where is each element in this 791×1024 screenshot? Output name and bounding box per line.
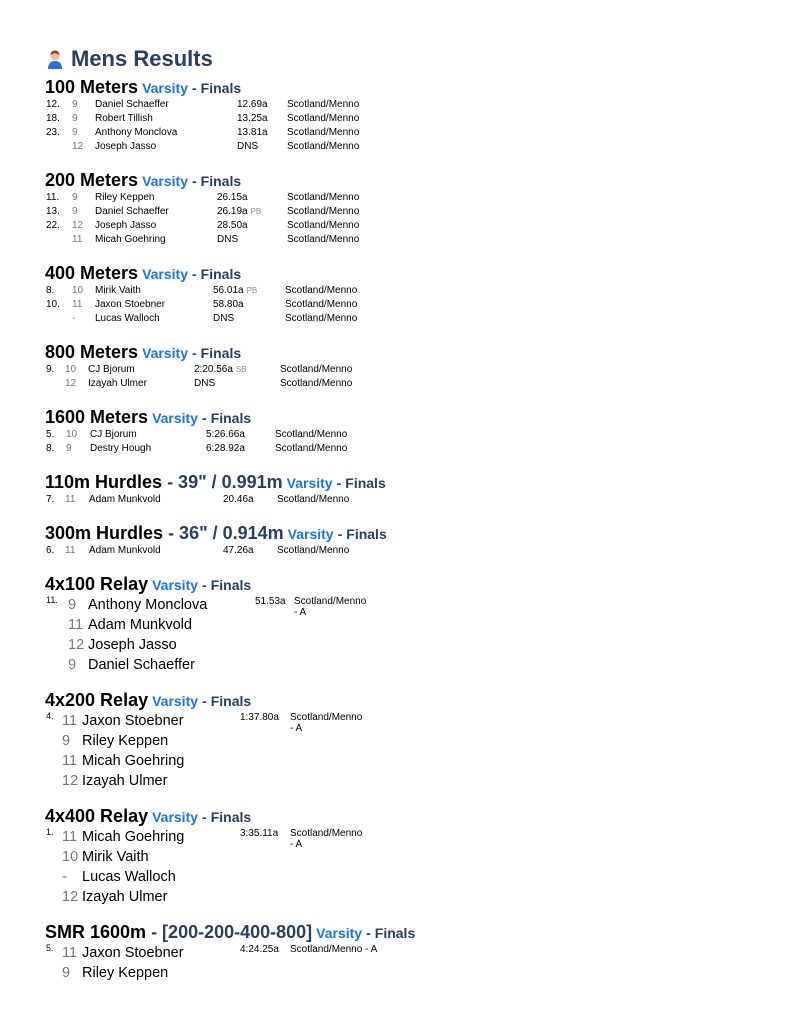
event-dash: - [366, 925, 371, 941]
relay-leg [45, 963, 415, 983]
leg-athlete[interactable]: Anthony Monclova [88, 597, 208, 613]
result-row [45, 205, 360, 219]
event-round: Finals [200, 266, 242, 282]
relay-leg [45, 827, 251, 847]
event-section [45, 406, 348, 456]
team-name[interactable]: Scotland/Menno [277, 545, 350, 556]
event-level-link[interactable]: Varsity [152, 577, 199, 593]
leg-grade: 9 [68, 597, 77, 613]
result-mark [223, 493, 254, 507]
mark-value: 20.46a [223, 494, 254, 505]
leg-athlete[interactable]: Daniel Schaeffer [88, 657, 195, 673]
athlete-grade: 9 [72, 192, 78, 203]
event-round: Finals [210, 410, 252, 426]
athlete-grade: 11 [72, 234, 83, 245]
user-icon [45, 49, 65, 69]
athlete-name[interactable]: CJ Bjorum [90, 429, 137, 440]
result-mark [237, 112, 268, 126]
result-row [45, 377, 353, 391]
event-section [45, 76, 360, 154]
athlete-name[interactable]: Joseph Jasso [95, 220, 157, 231]
event-level-link[interactable]: Varsity [142, 266, 188, 282]
result-place: 12. [46, 99, 60, 110]
mark-value: 13.25a [237, 113, 268, 124]
athlete-name[interactable]: Izayah Ulmer [88, 378, 147, 389]
athlete-grade: 9 [72, 113, 78, 124]
relay-mark: 51.53a [255, 596, 286, 607]
relay-mark: 1:37.80a [240, 712, 279, 723]
result-mark [213, 284, 257, 298]
leg-athlete[interactable]: Adam Munkvold [88, 617, 192, 633]
result-row [45, 126, 360, 140]
relay-team[interactable]: Scotland/Menno - A [290, 944, 378, 955]
team-name[interactable]: Scotland/Menno [280, 378, 353, 389]
event-heading [45, 573, 251, 595]
event-name: 800 Meters [45, 342, 139, 362]
mark-value: 12.69a [237, 99, 268, 110]
mark-value: DNS [213, 313, 235, 324]
event-round: Finals [200, 173, 242, 189]
leg-grade: 12 [62, 889, 79, 905]
leg-grade: 11 [68, 617, 84, 633]
event-heading [45, 169, 241, 191]
result-place: 13. [46, 206, 60, 217]
event-dash: - [192, 173, 197, 189]
relay-leg [45, 867, 251, 887]
relay-place: 5. [46, 943, 54, 953]
team-name[interactable]: Scotland/Menno [287, 127, 360, 138]
event-section [45, 169, 360, 247]
result-mark [223, 544, 254, 558]
result-place: 22. [46, 220, 60, 231]
athlete-grade: 10 [66, 429, 78, 440]
result-mark [237, 140, 258, 154]
relay-leg [45, 771, 251, 791]
mark-value: 5:26.66a [206, 429, 245, 440]
mark-value: 28.50a [217, 220, 248, 231]
event-level-link[interactable]: Varsity [152, 809, 199, 825]
team-name[interactable]: Scotland/Menno [287, 192, 360, 203]
event-name: 1600 Meters [45, 407, 149, 427]
result-row [45, 298, 358, 312]
event-level-link[interactable]: Varsity [142, 80, 188, 96]
relay-leg [45, 731, 251, 751]
event-level-link[interactable]: Varsity [152, 410, 199, 426]
athlete-name[interactable]: Jaxon Stoebner [95, 299, 166, 310]
event-round: Finals [346, 526, 387, 542]
mark-value: DNS [237, 141, 259, 152]
result-row [45, 191, 360, 205]
athlete-name[interactable]: Mirik Vaith [95, 285, 141, 296]
athlete-name[interactable]: Adam Munkvold [89, 545, 161, 556]
result-place: 7. [46, 494, 55, 505]
relay-leg [45, 615, 251, 635]
athlete-grade: 11 [65, 545, 76, 556]
result-mark [217, 219, 248, 233]
event-name: 4x400 Relay [45, 806, 149, 826]
event-dash: - [192, 80, 197, 96]
leg-athlete[interactable]: Izayah Ulmer [82, 773, 168, 789]
result-mark [194, 377, 215, 391]
event-section [45, 262, 358, 326]
athlete-name[interactable]: Micah Goehring [95, 234, 166, 245]
relay-team[interactable]: Scotland/Menno - A [290, 828, 363, 850]
event-level-link[interactable]: Varsity [287, 526, 334, 542]
team-name[interactable]: Scotland/Menno [287, 220, 360, 231]
mark-value: 56.01a [213, 285, 244, 296]
event-dash: - [192, 266, 197, 282]
page-title [45, 44, 213, 74]
event-level-link[interactable]: Varsity [142, 345, 188, 361]
result-row [45, 363, 353, 377]
relay-result [45, 595, 367, 675]
event-level-link[interactable]: Varsity [316, 925, 363, 941]
relay-leg [45, 595, 251, 615]
event-heading [45, 921, 415, 943]
event-heading [45, 471, 386, 493]
event-name: 400 Meters [45, 263, 139, 283]
result-row [45, 98, 360, 112]
event-section [45, 573, 367, 675]
event-heading [45, 76, 241, 98]
result-place: 6. [46, 545, 55, 556]
result-row [45, 233, 360, 247]
event-section [45, 341, 353, 391]
team-name[interactable]: Scotland/Menno [280, 364, 353, 375]
event-section [45, 471, 386, 507]
result-place: 9. [46, 364, 55, 375]
leg-athlete[interactable]: Jaxon Stoebner [82, 945, 184, 961]
event-section [45, 805, 363, 907]
event-dash: - [336, 475, 342, 491]
result-row [45, 140, 360, 154]
athlete-name[interactable]: CJ Bjorum [88, 364, 135, 375]
event-dash: - [202, 693, 207, 709]
leg-grade: 11 [62, 945, 78, 961]
athlete-name[interactable]: Destry Hough [90, 443, 152, 454]
event-dash: - [337, 526, 343, 542]
athlete-grade: 10 [65, 364, 77, 375]
result-mark [206, 428, 245, 442]
event-spec: - [200-200-400-800] [151, 922, 313, 942]
leg-grade: 11 [62, 753, 78, 769]
mark-note: SB [235, 365, 247, 374]
mark-value: DNS [194, 378, 216, 389]
result-place: 8. [46, 285, 55, 296]
relay-result [45, 711, 363, 791]
event-section [45, 689, 363, 791]
result-mark [217, 205, 261, 219]
leg-grade: 9 [68, 657, 77, 673]
leg-grade: 10 [62, 849, 79, 865]
event-heading [45, 689, 251, 711]
athlete-grade: 9 [72, 206, 78, 217]
event-spec: - 36" / 0.914m [168, 523, 284, 543]
event-name: 200 Meters [45, 170, 139, 190]
result-mark [237, 98, 268, 112]
event-level-link[interactable]: Varsity [142, 173, 188, 189]
athlete-grade: - [72, 313, 76, 324]
relay-place: 11. [46, 595, 58, 605]
athlete-name[interactable]: Robert Tillish [95, 113, 153, 124]
event-heading [45, 522, 387, 544]
event-heading [45, 805, 251, 827]
result-row [45, 312, 358, 326]
relay-leg [45, 635, 251, 655]
relay-result [45, 827, 363, 907]
event-heading [45, 406, 251, 428]
event-dash: - [202, 809, 207, 825]
mark-value: 47.26a [223, 545, 254, 556]
event-name: 300m Hurdles [45, 523, 164, 543]
event-level-link[interactable]: Varsity [286, 475, 333, 491]
relay-mark: 4:24.25a [240, 944, 279, 955]
mark-value: 58.80a [213, 299, 244, 310]
relay-leg [45, 711, 251, 731]
athlete-name[interactable]: Daniel Schaeffer [95, 99, 169, 110]
result-row [45, 112, 360, 126]
leg-grade: 12 [62, 773, 79, 789]
leg-grade: 11 [62, 829, 78, 845]
athlete-grade: 12 [72, 141, 84, 152]
event-dash: - [192, 345, 197, 361]
relay-result [45, 943, 415, 983]
result-mark [206, 442, 245, 456]
result-mark [213, 298, 244, 312]
event-name: SMR 1600m [45, 922, 147, 942]
result-row [45, 442, 348, 456]
team-name[interactable]: Scotland/Menno [287, 141, 360, 152]
event-level-link[interactable]: Varsity [152, 693, 199, 709]
relay-leg [45, 751, 251, 771]
result-mark [194, 363, 247, 377]
event-heading [45, 262, 241, 284]
leg-athlete[interactable]: Mirik Vaith [82, 849, 149, 865]
leg-athlete[interactable]: Riley Keppen [82, 733, 169, 749]
athlete-grade: 12 [65, 378, 77, 389]
event-dash: - [202, 577, 207, 593]
team-name[interactable]: Scotland/Menno [285, 285, 358, 296]
event-name: 110m Hurdles [45, 472, 163, 492]
athlete-name[interactable]: Anthony Monclova [95, 127, 178, 138]
mark-note: PB [246, 286, 258, 295]
page-title-text: Mens Results [71, 46, 213, 71]
leg-athlete[interactable]: Lucas Walloch [82, 869, 176, 885]
event-round: Finals [345, 475, 386, 491]
mark-value: 6:28.92a [206, 443, 245, 454]
athlete-grade: 9 [66, 443, 72, 454]
athlete-name[interactable]: Riley Keppen [95, 192, 155, 203]
event-name: 100 Meters [45, 77, 139, 97]
leg-athlete[interactable]: Riley Keppen [82, 965, 169, 981]
leg-athlete[interactable]: Micah Goehring [82, 753, 185, 769]
leg-grade: 9 [62, 733, 71, 749]
leg-grade: 11 [62, 713, 78, 729]
result-row [45, 493, 386, 507]
result-row [45, 428, 348, 442]
team-name[interactable]: Scotland/Menno [287, 99, 360, 110]
event-round: Finals [210, 809, 252, 825]
athlete-grade: 9 [72, 99, 78, 110]
result-place: 11. [46, 192, 60, 203]
relay-place: 4. [46, 711, 54, 721]
mark-value: DNS [217, 234, 239, 245]
athlete-grade: 11 [72, 299, 83, 310]
result-row [45, 219, 360, 233]
relay-mark: 3:35.11a [240, 828, 279, 839]
relay-leg [45, 847, 251, 867]
result-place: 23. [46, 127, 60, 138]
athlete-grade: 11 [65, 494, 76, 505]
mark-value: 2:20.56a [194, 364, 233, 375]
result-mark [213, 312, 234, 326]
leg-grade: 12 [68, 637, 85, 653]
result-mark [237, 126, 268, 140]
result-mark [217, 233, 238, 247]
event-round: Finals [210, 693, 252, 709]
relay-leg [45, 655, 251, 675]
event-section [45, 921, 415, 983]
team-name[interactable]: Scotland/Menno [277, 494, 350, 505]
relay-leg [45, 887, 251, 907]
athlete-grade: 9 [72, 127, 78, 138]
mark-value: 26.15a [217, 192, 248, 203]
team-name[interactable]: Scotland/Menno [287, 113, 360, 124]
leg-athlete[interactable]: Jaxon Stoebner [82, 713, 184, 729]
result-place: 18. [46, 113, 60, 124]
result-place: 5. [46, 429, 55, 440]
team-name[interactable]: Scotland/Menno [275, 429, 348, 440]
result-mark [217, 191, 248, 205]
leg-athlete[interactable]: Micah Goehring [82, 829, 185, 845]
team-name[interactable]: Scotland/Menno [285, 313, 358, 324]
relay-leg [45, 943, 415, 963]
team-name[interactable]: Scotland/Menno [287, 234, 360, 245]
leg-grade: 9 [62, 965, 71, 981]
leg-athlete[interactable]: Joseph Jasso [88, 637, 177, 653]
mark-value: 13.81a [237, 127, 268, 138]
athlete-grade: 10 [72, 285, 84, 296]
leg-grade: - [62, 869, 67, 885]
result-row [45, 544, 387, 558]
event-spec: - 39" / 0.991m [167, 472, 283, 492]
event-name: 4x200 Relay [45, 690, 149, 710]
team-name[interactable]: Scotland/Menno [275, 443, 348, 454]
event-round: Finals [374, 925, 416, 941]
athlete-grade: 12 [72, 220, 84, 231]
event-round: Finals [200, 80, 242, 96]
relay-team[interactable]: Scotland/Menno - A [290, 712, 363, 734]
mark-note: PB [250, 207, 262, 216]
event-name: 4x100 Relay [45, 574, 149, 594]
relay-place: 1. [46, 827, 54, 837]
relay-team[interactable]: Scotland/Menno - A [294, 596, 367, 618]
mark-value: 26.19a [217, 206, 248, 217]
athlete-name[interactable]: Adam Munkvold [89, 494, 161, 505]
event-dash: - [202, 410, 207, 426]
event-round: Finals [210, 577, 252, 593]
athlete-name[interactable]: Daniel Schaeffer [95, 206, 169, 217]
athlete-name[interactable]: Lucas Walloch [95, 313, 160, 324]
team-name[interactable]: Scotland/Menno [287, 206, 360, 217]
result-place: 8. [46, 443, 55, 454]
event-heading [45, 341, 241, 363]
result-row [45, 284, 358, 298]
event-section [45, 522, 387, 558]
leg-athlete[interactable]: Izayah Ulmer [82, 889, 168, 905]
team-name[interactable]: Scotland/Menno [285, 299, 358, 310]
athlete-name[interactable]: Joseph Jasso [95, 141, 157, 152]
result-place: 10. [46, 299, 60, 310]
event-round: Finals [200, 345, 242, 361]
